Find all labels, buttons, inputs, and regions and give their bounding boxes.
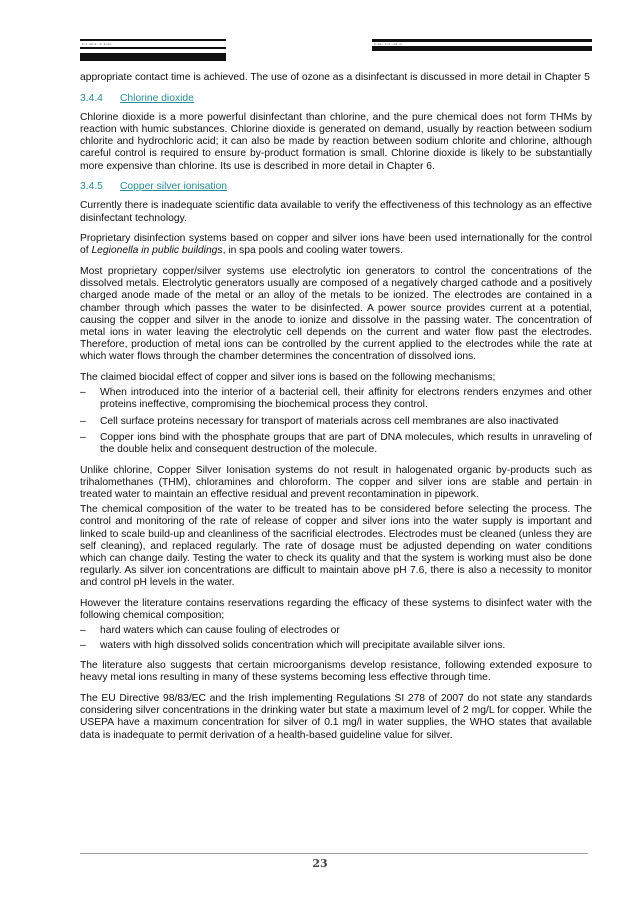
list-item-text: Cell surface proteins necessary for transport of materials across cell membranes are also inactivated (100, 415, 559, 427)
paragraph-reservations-intro: However the literature contains reservations regarding the efficacy of these systems to disinfect water with the following chemical composition; (80, 598, 592, 622)
header-left-text: ▪▫▪ ▪▪▫▪ ▫▪ ▪▫▪▪ (82, 42, 111, 46)
list-item (80, 387, 592, 411)
header-right-text: ▪▫▪▪▫ ▪▫▪ ▫▪▪ ▪▫ (374, 42, 403, 46)
list-item (80, 625, 592, 637)
dash-marker: – (80, 387, 86, 399)
section-heading-3-4-5 (80, 181, 592, 193)
header-left-block (80, 39, 226, 61)
page-number: 23 (312, 857, 328, 870)
paragraph-no-byproducts: Unlike chlorine, Copper Silver Ionisation systems do not result in halogenated organic by-products such as trihalomethanes (THM), chloramines and chloroform. The copper and silver ions are stable and pertain in treated water to maintain an effective residual and prevent recontamination in pipework. (80, 464, 592, 501)
chlorine-dioxide-paragraph: Chlorine dioxide is a more powerful disinfectant than chlorine, and the pure chemical does not form THMs by reaction with humic substances. Chlorine dioxide is generated on demand, usually by reaction between sodium chlorite and hydrochloric acid; it can also be made by reaction between sodium chlorite and chlorine, although careful control is required to ensure by-product formation is small. Chlorine dioxide is likely to be substantially more expensive than chlorine. Its use is described in more detail in Chapter 6. (80, 111, 592, 172)
mechanisms-list (80, 387, 592, 456)
list-item (80, 432, 592, 456)
footer-rule (80, 853, 588, 854)
list-item-text: Copper ions bind with the phosphate groups that are part of DNA molecules, which results in unraveling of the double helix and consequent destruction of the molecule. (100, 431, 592, 456)
section-title: Copper silver ionisation (120, 181, 228, 193)
dash-marker: – (80, 625, 86, 637)
paragraph-chemical-composition: The chemical composition of the water to be treated has to be considered before selecting the process. The control and monitoring of the rate of release of copper and silver ions into the water supply is important and linked to scale build-up and cleanliness of the sacrificial electrodes. Electrodes must be cleaned (unless they are self cleaning), and replaced regularly. The rate of dosage must be adjusted depending on water conditions which can change daily. Testing the water to check its quality and that the system is working must also be done regularly. As silver ion concentrations are difficult to maintain above pH 7.6, there is also a necessity to monitor and control pH levels in the water. (80, 504, 592, 589)
paragraph-inadequate-data: Currently there is inadequate scientific data available to verify the effectiveness of this technology as an effective disinfectant technology. (80, 200, 592, 224)
dash-marker: – (80, 639, 86, 651)
section-number: 3.4.5 (80, 181, 103, 193)
header-right-block (372, 39, 592, 51)
dash-marker: – (80, 415, 86, 427)
section-number: 3.4.4 (80, 92, 103, 104)
paragraph-electrolytic-generators: Most proprietary copper/silver systems use electrolytic ion generators to control the concentrations of the dissolved metals. Electrolytic generators usually are composed of a negatively charged cathode and a positively charged anode made of the metal or an alloy of the metals to be ionized. The electrodes are contained in a chamber through which passes the water to be disinfected. A power source provides current at a potential, causing the copper and silver in the anode to ionize and dissolve in the passing water. The concentration of metal ions in water leaving the electrolytic cell depends on the current and water flow past the electrodes. Therefore, production of metal ions can be controlled by the current applied to the electrodes while the rate at which water flows through the chamber determines the concentration of dissolved ions. (80, 266, 592, 363)
list-item (80, 640, 592, 652)
page-body (80, 72, 592, 750)
list-item (80, 416, 592, 428)
dash-marker: – (80, 431, 86, 443)
italic-title: Legionella in public buildings (91, 245, 223, 257)
list-item-text: waters with high dissolved solids concentration which will precipitate available silver ions. (100, 639, 506, 651)
reservations-list (80, 625, 592, 651)
list-item-text: When introduced into the interior of a bacterial cell, their affinity for electrons renders enzymes and other proteins ineffective, compromising the biochemical process they control. (100, 387, 592, 411)
list-item-text: hard waters which can cause fouling of electrodes or (100, 625, 340, 637)
paragraph-mechanisms-intro: The claimed biocidal effect of copper and silver ions is based on the following mechanisms; (80, 372, 496, 384)
paragraph-proprietary-systems (80, 233, 592, 257)
intro-paragraph: appropriate contact time is achieved. The use of ozone as a disinfectant is discussed in more detail in Chapter 5 (80, 72, 590, 83)
text-run: , in spa pools and cooling water towers. (222, 245, 403, 257)
paragraph-eu-directive: The EU Directive 98/83/EC and the Irish implementing Regulations SI 278 of 2007 do not state any standards considering silver concentrations in the drinking water but state a maximum level of 2 mg/L for copper. While the USEPA have a maximum concentration for silver of 0.1 mg/l in water supplies, the WHO states that available data is inadequate to permit derivation of a health-based guideline value for silver. (80, 693, 592, 741)
text-run: Proprietary disinfection systems based on copper and silver ions have been used internationally for the control of (80, 233, 592, 257)
section-title: Chlorine dioxide (120, 92, 194, 104)
section-heading-3-4-4 (80, 93, 592, 105)
paragraph-resistance: The literature also suggests that certain microorganisms develop resistance, following extended exposure to heavy metal ions resulting in many of these systems becoming less effective through time. (80, 660, 592, 684)
